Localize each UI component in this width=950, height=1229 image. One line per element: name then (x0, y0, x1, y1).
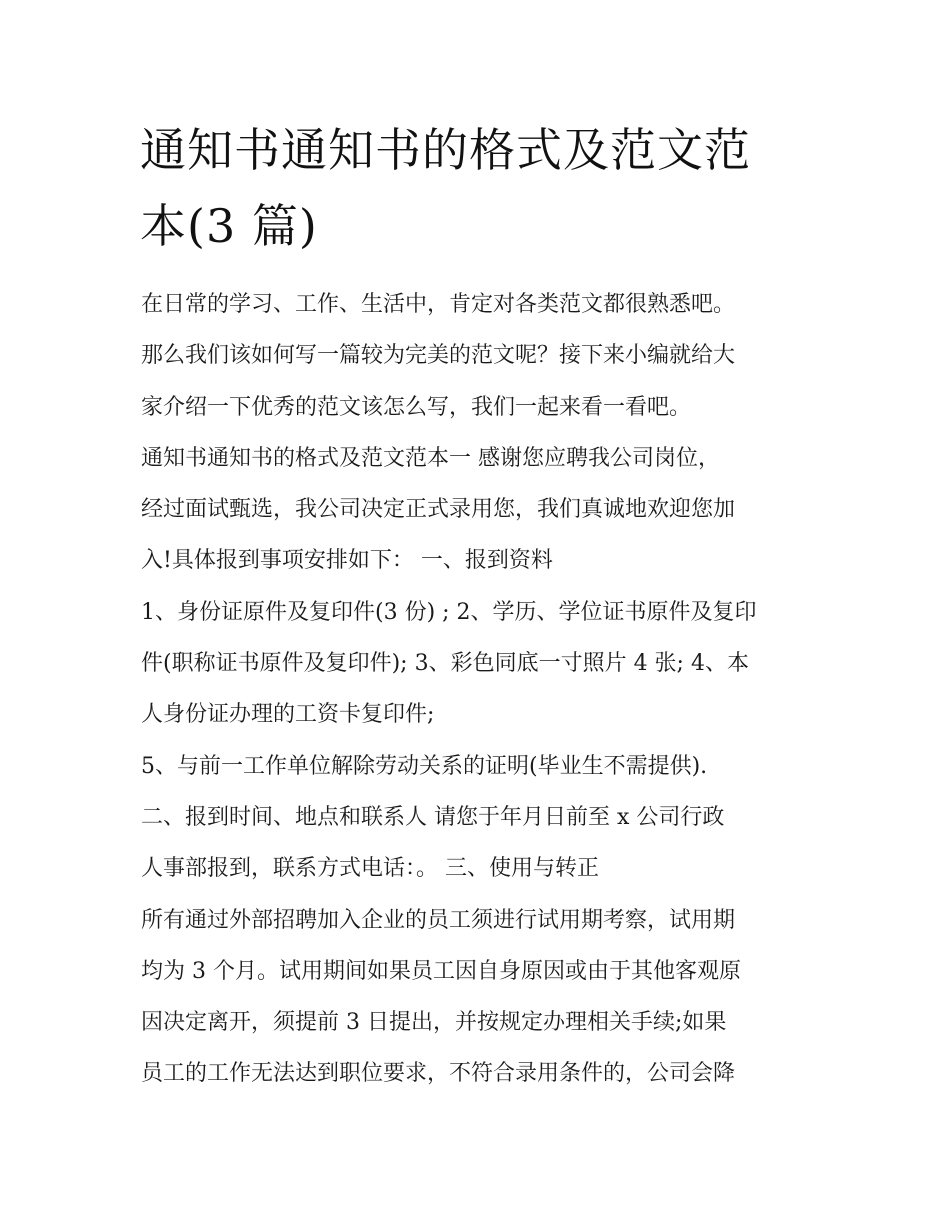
body-line: 入!具体报到事项安排如下： 一、报到资料 (141, 548, 553, 574)
body-line: 人身份证办理的工资卡复印件; (141, 702, 435, 728)
body-line: 在日常的学习、工作、生活中，肯定对各类范文都很熟悉吧。 (141, 292, 736, 317)
body-line: 件(职称证书原件及复印件); 3、彩色同底一寸照片 4 张; 4、本 (141, 651, 749, 677)
document-title (140, 112, 820, 264)
body-line: 二、报到时间、地点和联系人 请您于年月日前至 x 公司行政 (141, 804, 725, 830)
body-line: 5、与前一工作单位解除劳动关系的证明(毕业生不需提供). (141, 753, 708, 779)
document-body (141, 279, 821, 1100)
body-line: 因决定离开，须提前 3 日提出，并按规定办理相关手续;如果 (141, 1010, 727, 1036)
body-line: 1、身份证原件及复印件(3 份) ; 2、学历、学位证书原件及复印 (141, 599, 757, 625)
body-line: 家介绍一下优秀的范文该怎么写，我们一起来看一看吧。 (141, 394, 692, 420)
body-line: 均为 3 个月。试用期间如果员工因自身原因或由于其他客观原 (141, 958, 741, 984)
title-line-1: 通知书通知书的格式及范文范 (140, 123, 751, 177)
body-line: 那么我们该如何写一篇较为完美的范文呢？接下来小编就给大 (141, 343, 736, 369)
body-line: 经过面试甄选，我公司决定正式录用您，我们真诚地欢迎您加 (141, 497, 736, 523)
body-line: 通知书通知书的格式及范文范本一 感谢您应聘我公司岗位， (141, 445, 720, 471)
body-line: 人事部报到，联系方式电话：。 三、使用与转正 (141, 856, 599, 882)
body-line: 所有通过外部招聘加入企业的员工须进行试用期考察，试用期 (141, 907, 736, 933)
body-line: 员工的工作无法达到职位要求，不符合录用条件的，公司会降 (141, 1061, 736, 1087)
title-line-2: 本(3 篇) (140, 199, 318, 253)
